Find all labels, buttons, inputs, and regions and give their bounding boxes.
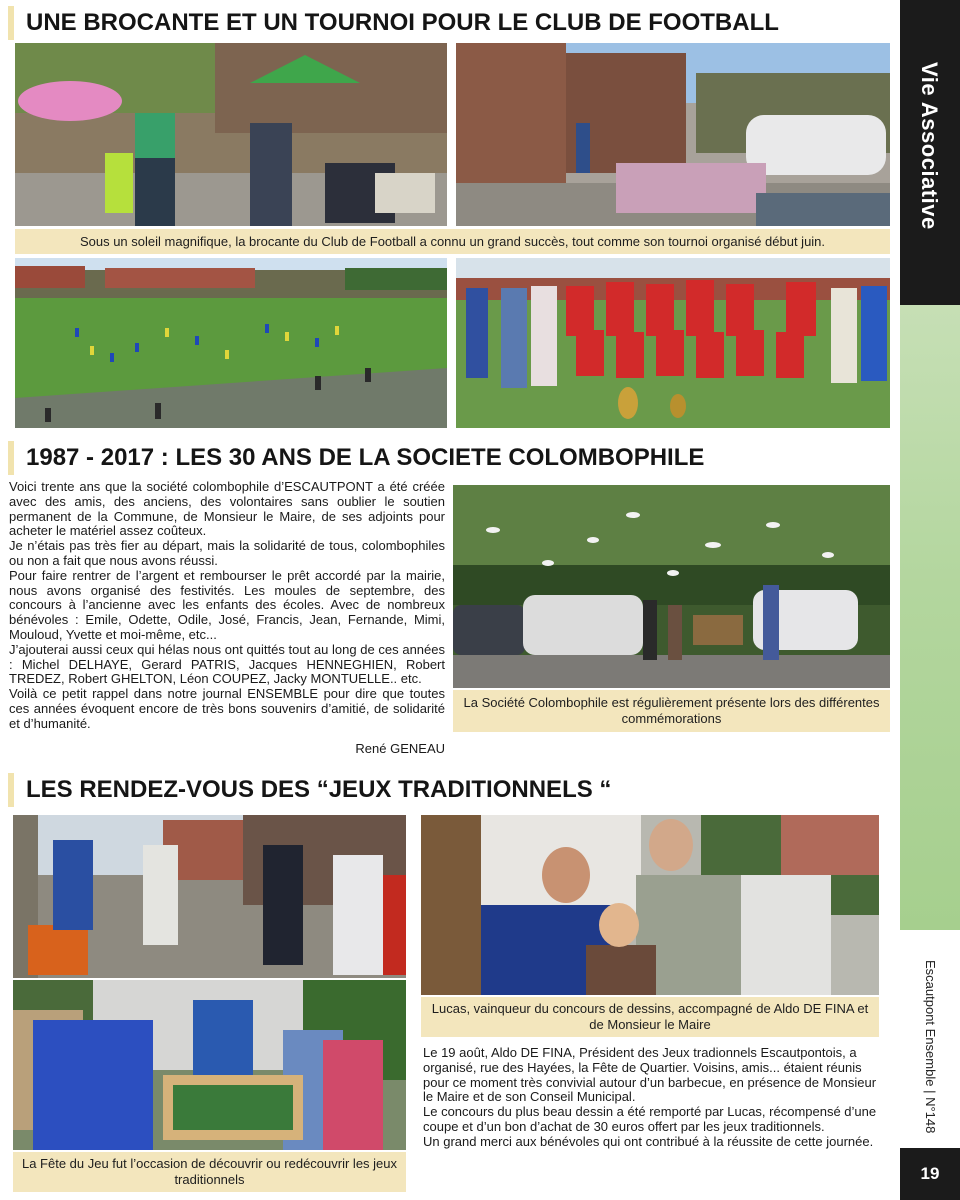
article-paragraph: Je n’étais pas très fier au départ, mais la solidarité de tous, colombophiles ou non a fait que nous avons réussi. xyxy=(9,538,445,568)
article-signature: René GENEAU xyxy=(355,741,445,756)
article-paragraph: Pour faire rentrer de l’argent et rembourser le prêt accordé par la mairie, nous avons organisé des festivités. Les moules de septembre, des concours à l’ancienne avec les enfants des écoles. Avec de nombreux bénévoles : Emile, Odette, Odile, José, Francis, Jean, Fernande, Mimi, Mouloud, Yvette et moi-même, etc... xyxy=(9,567,445,642)
article-paragraph: Voici trente ans que la société colombophile d’ESCAUTPONT a été créée avec des amis, des anciens, des volontaires sans oublier le soutien permanent de la Commune, de Monsieur le Maire, de ses adjoints pour acheter le matériel assez coûteux. xyxy=(9,479,445,539)
photo-jeux-prize xyxy=(421,815,879,995)
photo-football-team xyxy=(456,258,890,428)
page-sidebar xyxy=(900,0,960,1200)
page-number: 19 xyxy=(900,1148,960,1200)
photo-brocante-street xyxy=(456,43,890,226)
jeux-caption-left: La Fête du Jeu fut l’occasion de découvrir ou redécouvrir les jeux traditionnels xyxy=(13,1152,406,1192)
colombophile-article xyxy=(9,480,445,732)
photo-jeux-babyfoot xyxy=(13,980,406,1150)
colombophile-title: 1987 - 2017 : LES 30 ANS DE LA SOCIETE COLOMBOPHILE xyxy=(8,441,704,475)
jeux-title: LES RENDEZ-VOUS DES “JEUX TRADITIONNELS “ xyxy=(8,773,611,807)
jeux-article xyxy=(423,1046,879,1150)
article-paragraph: Le concours du plus beau dessin a été remporté par Lucas, récompensé d’une coupe et d’un bon d’achat de 30 euros offert par les jeux traditionnels. xyxy=(423,1104,877,1134)
football-caption: Sous un soleil magnifique, la brocante du Club de Football a connu un grand succès, tout comme son tournoi organisé début juin. xyxy=(15,229,890,254)
article-paragraph: J’ajouterai aussi ceux qui hélas nous ont quittés tout au long de ces années : Michel DELHAYE, Gerard PATRIS, Jacques HENNEGHIEN, Robert TREDEZ, Robert GHELTON, Léon COUPEZ, Jacky MONTUELLE.. etc. xyxy=(9,641,445,687)
sidebar-section-band xyxy=(900,0,960,305)
article-paragraph: Un grand merci aux bénévoles qui ont contribué à la réussite de cette journée. xyxy=(423,1133,874,1149)
jeux-caption-right: Lucas, vainqueur du concours de dessins, accompagné de Aldo DE FINA et de Monsieur le Maire xyxy=(421,997,879,1037)
section-label: Vie Associative xyxy=(917,62,942,230)
colombophile-caption: La Société Colombophile est régulièrement présente lors des différentes commémorations xyxy=(453,690,890,732)
football-title: UNE BROCANTE ET UN TOURNOI POUR LE CLUB DE FOOTBALL xyxy=(8,6,779,40)
article-paragraph: Le 19 août, Aldo DE FINA, Président des Jeux tradionnels Escautpontois, a organisé, rue des Hayées, la Fête de Quartier. Voisins, amis... étaient réunis pour ce moment très convivial autour d’un barbecue, en présence de Monsieur le Maire et de son Conseil Municipal. xyxy=(423,1045,877,1105)
sidebar-green-band xyxy=(900,305,960,930)
photo-brocante-stalls xyxy=(15,43,447,226)
article-paragraph: Voilà ce petit rappel dans notre journal ENSEMBLE pour dire que toutes ces années évoquent encore de très bons souvenirs d’amitié, de solidarité et d’humanité. xyxy=(9,686,445,731)
photo-jeux-street xyxy=(13,815,406,978)
photo-pigeon-release xyxy=(453,485,890,688)
photo-football-pitch xyxy=(15,258,447,428)
journal-label: Escautpont Ensemble | N°148 xyxy=(923,960,938,1134)
sidebar-journal-band xyxy=(900,930,960,1148)
